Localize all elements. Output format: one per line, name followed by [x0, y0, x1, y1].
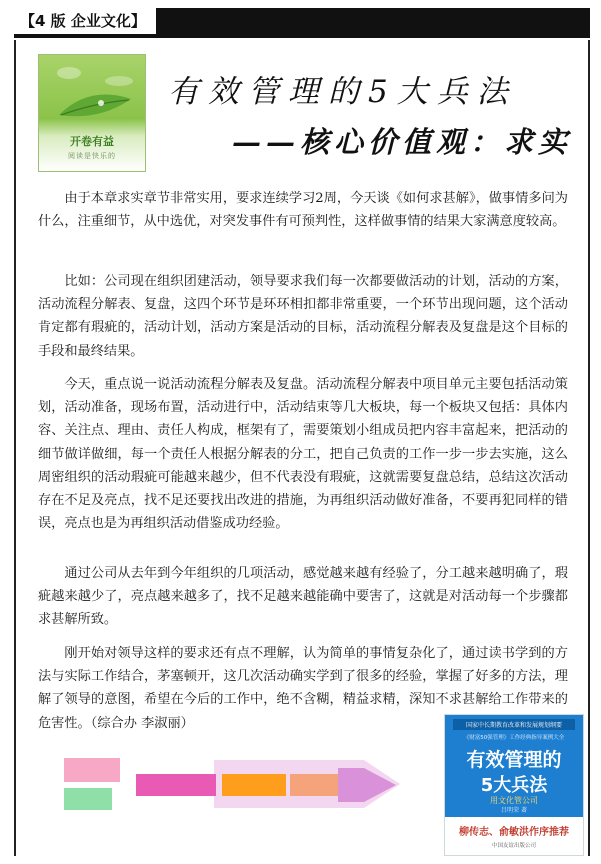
book-author: 吕明荣 著	[501, 807, 527, 814]
cover-image	[38, 54, 146, 172]
paragraph-1: 由于本章求实章节非常实用，要求连续学习2周，今天谈《如何求甚解》，做事情多问为什么，注重细节，从中选优，对突发事件有可预判性，这样做事情的结果大家满意度较高。	[38, 191, 568, 230]
book-cover-image	[444, 714, 584, 856]
arrow-segment-1	[64, 758, 120, 782]
decorative-arrow-graphic	[64, 756, 404, 812]
book-title-line2: 5大兵法	[480, 775, 548, 796]
arrow-segment-5	[290, 774, 338, 796]
arrow-head	[338, 768, 396, 802]
arrow-segment-4	[222, 774, 286, 796]
book-publisher: 中国友谊出版公司	[491, 843, 536, 849]
section-label: 【4 版 企业文化】	[14, 8, 159, 34]
book-subtitle: 用文化管公司	[490, 796, 538, 805]
paragraph-4: 通过公司从去年到今年组织的几项活动，感觉越来越有经验了，分工越来越明确了，瑕疵越来越少了，亮点越来越多了，找不足越来越能确中要害了，这就是对活动每一个步骤都求甚解所致。	[38, 566, 568, 628]
book-title-line1: 有效管理的	[466, 749, 562, 771]
leaf-illustration-icon	[39, 55, 145, 133]
paragraph-5: 刚开始对领导这样的要求还有点不理解，认为简单的事情复杂化了，通过读书学到的方法与实际工作结合，茅塞顿开，这几次活动确实学到了很多的经验，掌握了好多的方法，理解了领导的意图，希望在今后的工作中，绝不含糊，精益求精，深知不求甚解给工作带来的危害性。（综合办 李淑丽）	[38, 646, 568, 731]
cover-title: 开卷有益	[70, 135, 114, 148]
arrow-segment-2	[64, 788, 112, 810]
paragraph-2: 比如：公司现在组织团建活动，领导要求我们每一次都要做活动的计划，活动的方案，活动流程分解表、复盘，这四个环节是环环相扣都非常重要，一个环节出现问题，这个活动肯定都有瑕疵的，活动计划，活动方案是活动的目标，活动流程分解表及复盘是这个目标的手段和最终结果。	[38, 274, 568, 359]
book-header: 国家中长期教育改革和发展规划纲要	[453, 719, 575, 730]
article-title: 有效管理的5大兵法	[168, 74, 517, 110]
book-slogan: 柳传志、俞敏洪作序推荐	[459, 827, 569, 838]
header-bar	[14, 8, 590, 38]
book-tagline: 《财富50强管理》工作经典指导案例大全	[463, 735, 565, 741]
article-subtitle: ——核心价值观：求实	[232, 125, 573, 159]
arrow-segment-3	[136, 774, 216, 796]
cover-subtitle: 阅读是快乐的	[68, 152, 116, 160]
paragraph-3: 今天，重点说一说活动流程分解表及复盘。活动流程分解表中项目单元主要包括活动策划，活动准备，现场布置，活动进行中，活动结束等几大板块，每一个板块又包括：具体内容、关注点、理由、责任人构成，框架有了，需要策划小组成员把内容丰富起来，把活动的细节做详做细，每一个责任人根据分解表的分工，把自己负责的工作一步一步去实施，这么周密组织的活动瑕疵可能越来越少，但不代表没有瑕疵，这就需要复盘总结，总结这次活动存在不足及亮点，找不足还要找出改进的措施，为再组织活动做好准备，不要再犯同样的错误，亮点也是为再组织活动借鉴成功经验。	[38, 377, 568, 532]
